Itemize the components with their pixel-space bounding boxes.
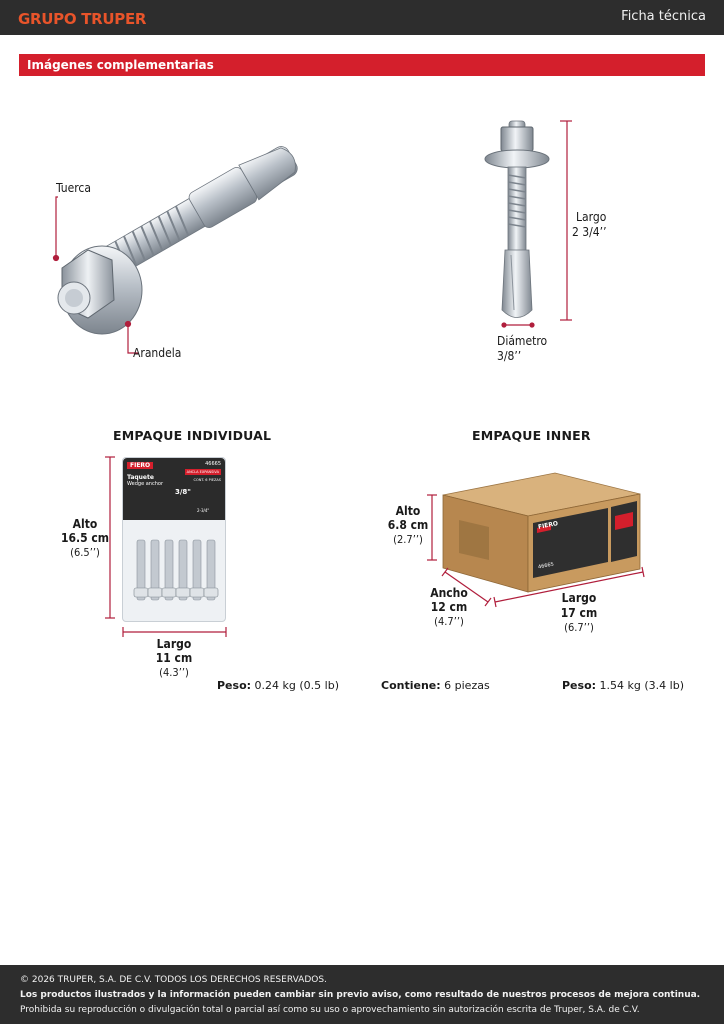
length-label: Largo [576, 210, 607, 224]
inner-pack-heading: EMPAQUE INNER [472, 428, 591, 443]
footer [0, 965, 724, 1024]
bag-badge: ANCLA EXPANSIVA [186, 470, 219, 474]
inner-contents-value: 6 piezas [444, 679, 490, 692]
inner-height-in: (2.7’’) [393, 533, 423, 546]
bag-length: 2-3/4" [197, 508, 210, 513]
inner-height-label: Alto [395, 504, 421, 518]
washer-label: Arandela [133, 346, 182, 360]
individual-length-label: Largo [156, 637, 192, 651]
inner-width-cm: 12 cm [430, 600, 468, 614]
diameter-label: Diámetro [497, 334, 548, 348]
footer-notice: Los productos ilustrados y la información pueden cambiar sin previo aviso, como resultado de nuestros procesos de mejora continua. [20, 990, 701, 1000]
individual-weight [217, 679, 339, 692]
inner-length-cm: 17 cm [560, 606, 598, 620]
inner-width-label: Ancho [430, 586, 468, 600]
inner-box-brand: FIERO [537, 520, 559, 531]
length-value: 2 3/4’’ [572, 225, 607, 239]
anchor-angled-illustration [40, 140, 320, 370]
top-bar [0, 0, 724, 35]
individual-pack-heading: EMPAQUE INDIVIDUAL [113, 428, 272, 443]
inner-contents [381, 679, 490, 692]
bag-contents: CONT. 6 PIEZAS [193, 478, 221, 482]
bag-code: 46665 [205, 461, 221, 467]
individual-pack-dimensions [100, 455, 235, 640]
inner-width-in: (4.7’’) [434, 615, 464, 628]
bag-brand: FIERO [127, 462, 153, 469]
inner-length-in: (6.7’’) [564, 621, 594, 634]
inner-weight-value: 1.54 kg (3.4 lb) [599, 679, 684, 692]
section-title: Imágenes complementarias [27, 58, 214, 72]
inner-weight-label: Peso: [562, 679, 597, 692]
inner-box-code: 46665 [537, 561, 555, 571]
anchor-vertical-illustration [480, 115, 580, 330]
individual-weight-value: 0.24 kg (0.5 lb) [254, 679, 339, 692]
footer-copyright: © 2026 TRUPER, S.A. DE C.V. TODOS LOS DERECHOS RESERVADOS. [20, 975, 327, 985]
inner-length-label: Largo [561, 591, 597, 605]
inner-contents-label: Contiene: [381, 679, 441, 692]
footer-prohibition: Prohibida su reproducción o divulgación total o parcial así como su uso o aprovechamiento sin autorización escrita de Truper, S.A. de C.V. [20, 1005, 640, 1015]
individual-height-cm: 16.5 cm [60, 531, 110, 545]
bag-size: 3/8" [175, 488, 191, 496]
bag-product-name-en: Wedge anchor [127, 481, 164, 487]
nut-label: Tuerca [56, 181, 91, 195]
bag-product-name: Taquete [127, 474, 154, 481]
individual-length-in: (4.3’’) [159, 666, 189, 679]
document-type: Ficha técnica [621, 9, 706, 24]
brand-logo: GRUPO TRUPER [18, 10, 147, 28]
individual-height-in: (6.5’’) [70, 546, 100, 559]
individual-length-cm: 11 cm [155, 651, 193, 665]
individual-height-label: Alto [72, 517, 98, 531]
section-header [19, 54, 705, 76]
inner-height-cm: 6.8 cm [387, 518, 429, 532]
individual-weight-label: Peso: [217, 679, 252, 692]
inner-weight [562, 679, 684, 692]
diameter-value: 3/8’’ [497, 349, 522, 363]
